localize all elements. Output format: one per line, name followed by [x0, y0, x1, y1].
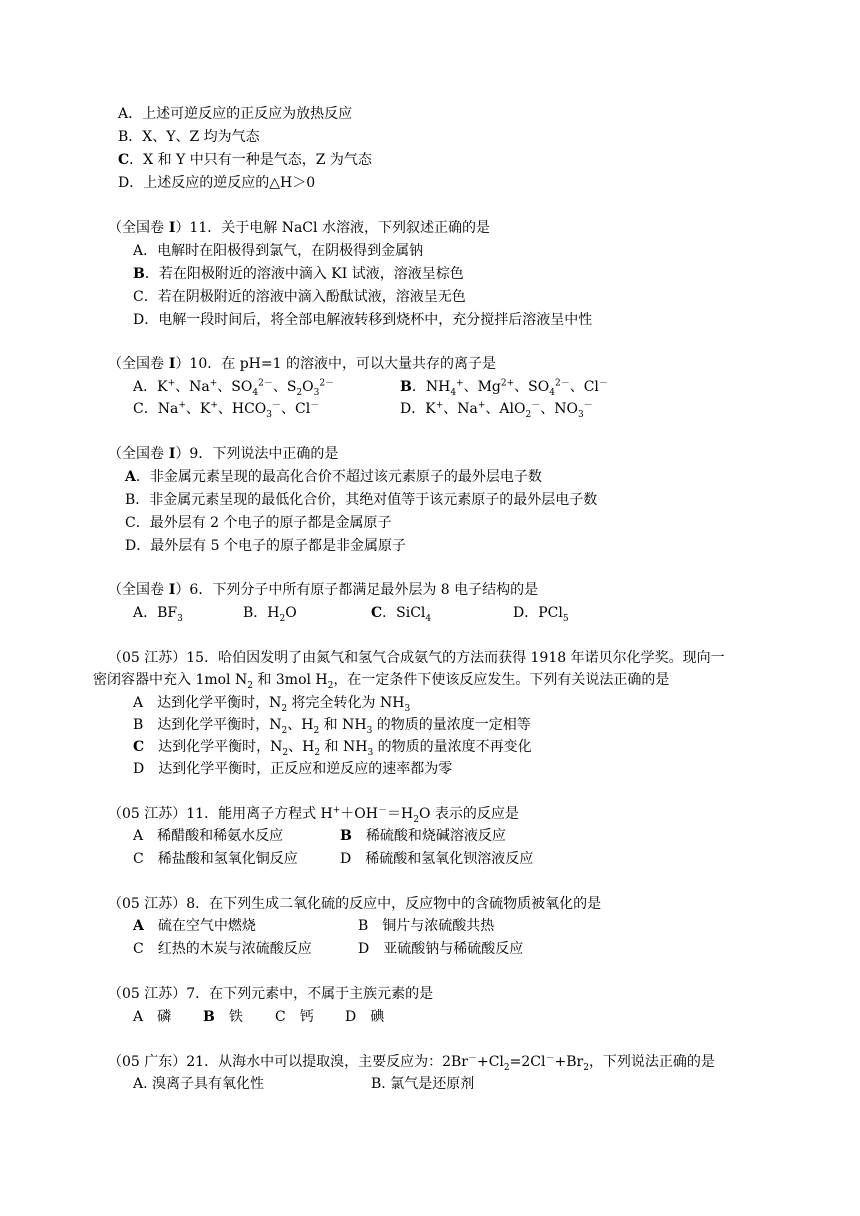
option-a: A．非金属元素呈现的最高化合价不超过该元素原子的最外层电子数: [125, 469, 542, 485]
option-d: D 达到化学平衡时，正反应和逆反应的速率都为零: [133, 761, 453, 777]
option-c: C．Na+、K+、$HCO_3^-$、Cl－: [133, 400, 320, 420]
option-c: C 达到化学平衡时，$N_2$、$H_2$ 和 $NH_3$ 的物质的量浓度不再变化: [133, 739, 532, 758]
question-stem: （05 江苏）8．在下列生成二氧化硫的反应中，反应物中的含硫物质被氧化的是: [108, 896, 602, 912]
question-stem: （05 江苏）7．在下列元素中，不属于主族元素的是: [108, 986, 434, 1002]
question-stem: （05 江苏）11．能用离子方程式 $H^++OH^-=H_2O$ 表示的反应是: [108, 805, 519, 825]
option-b: B．若在阳极附近的溶液中滴入 KI 试液，溶液呈棕色: [133, 266, 464, 282]
question-stem: （全国卷 I）6．下列分子中所有原子都满足最外层为 8 电子结构的是: [108, 582, 539, 598]
option-a: A．K+、Na+、$SO_4^{2-}$、$S_2O_3^{2-}$: [133, 378, 335, 398]
question-stem: （全国卷 I）10．在 pH=1 的溶液中，可以大量共存的离子是: [108, 356, 496, 372]
option-a: A 磷: [133, 1009, 172, 1025]
question-stem: （全国卷 I）9．下列说法中正确的是: [108, 446, 339, 462]
question-stem: （全国卷 I）11．关于电解 NaCl 水溶液，下列叙述正确的是: [108, 220, 490, 236]
option-c: C 稀盐酸和氢氧化铜反应: [133, 851, 298, 867]
option-d: D 亚硫酸钠与稀硫酸反应: [358, 941, 524, 957]
option-b: B．X、Y、Z 均为气态: [118, 129, 260, 145]
option-a: A 稀醋酸和稀氨水反应: [133, 828, 284, 844]
option-c: C 钙: [275, 1009, 314, 1025]
option-c: C．最外层有 2 个电子的原子都是金属原子: [125, 515, 392, 531]
option-a: A 硫在空气中燃烧: [133, 918, 256, 934]
option-a: A．电解时在阳极得到氯气，在阴极得到金属钠: [133, 243, 424, 259]
option-a: A 达到化学平衡时，$N_2$ 将完全转化为 $NH_3$: [133, 695, 411, 714]
question-stem-continued: 密闭容器中充入 1mol $N_2$ 和 3mol $H_2$，在一定条件下使该反应发生。下列有关说法正确的是: [93, 672, 670, 691]
option-d: D 稀硫酸和氢氧化钡溶液反应: [340, 851, 534, 867]
option-d: D 碘: [345, 1009, 385, 1025]
option-a: A．$BF_3$: [133, 605, 183, 624]
option-c: C 红热的木炭与浓硫酸反应: [133, 941, 312, 957]
option-b: B 铜片与浓硫酸共热: [358, 918, 495, 934]
option-b: B．非金属元素呈现的最低化合价，其绝对值等于该元素原子的最外层电子数: [125, 492, 598, 508]
option-b: B 稀硫酸和烧碱溶液反应: [340, 828, 506, 844]
option-d: D．最外层有 5 个电子的原子都是非金属原子: [125, 538, 407, 554]
option-a: A．上述可逆反应的正反应为放热反应: [118, 106, 353, 122]
option-b: B 达到化学平衡时，$N_2$、$H_2$ 和 $NH_3$ 的物质的量浓度一定相等: [133, 717, 531, 736]
option-c: C．X 和 Y 中只有一种是气态，Z 为气态: [118, 152, 372, 168]
option-d: D．K+、Na+、AlO$_2$－、$NO_3^-$: [400, 400, 593, 420]
option-b: B．$H_2O$: [243, 605, 297, 624]
option-d: D．上述反应的逆反应的△H＞0: [118, 175, 316, 191]
question-stem: （05 江苏）15．哈伯因发明了由氮气和氢气合成氨气的方法而获得 1918 年诺贝尔化学奖。现向一: [108, 650, 725, 666]
option-d: D．PCl$_5$: [513, 605, 569, 624]
option-a: A. 溴离子具有氧化性: [133, 1076, 265, 1092]
option-d: D．电解一段时间后，将全部电解液转移到烧杯中，充分搅拌后溶液呈中性: [133, 312, 593, 328]
option-b: B. 氯气是还原剂: [371, 1076, 475, 1092]
option-c: C．若在阴极附近的溶液中滴入酚酞试液，溶液呈无色: [133, 289, 466, 305]
option-b: B 铁: [203, 1009, 243, 1025]
option-b: B．$NH_4^+$、$Mg^{2+}$、$SO_4^{2-}$、Cl－: [400, 378, 608, 398]
question-stem: （05 广东）21．从海水中可以提取溴，主要反应为：$2Br^-+Cl_2=2Cl^-+Br_2$，下列说法正确的是: [108, 1053, 715, 1073]
option-c: C．SiCl$_4$: [371, 605, 432, 624]
